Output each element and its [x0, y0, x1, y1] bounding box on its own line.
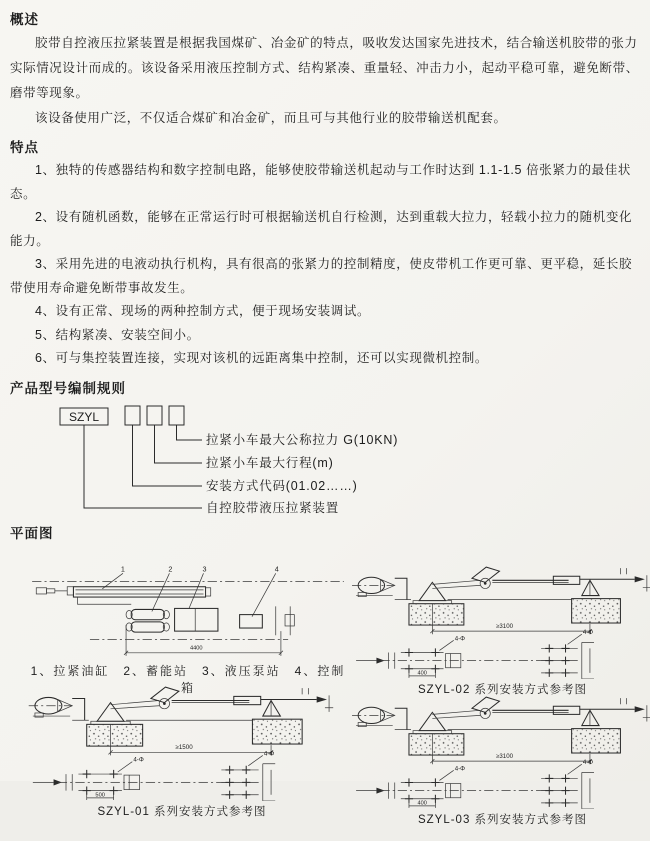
tension-cable: [432, 580, 480, 588]
szyl03-main-dim: ≥3100: [496, 752, 513, 760]
model-label-device-name: 自控胶带液压拉紧装置: [206, 500, 340, 515]
callout-1: 1: [120, 563, 125, 573]
szyl02-main-dim: ≥3100: [496, 622, 513, 630]
szyl01-caption: SZYL-01 系列安装方式参考图: [97, 805, 267, 818]
model-label-stroke: 拉紧小车最大行程(m): [206, 455, 334, 470]
bolt-plan-view: [356, 629, 594, 679]
feature-item-4: 4、设有正常、现场的两种控制方式，便于现场安装调试。: [35, 304, 371, 318]
bolt-plan-view: [33, 750, 275, 801]
tension-rod: [172, 696, 261, 704]
accumulator-station: [126, 609, 169, 632]
tension-cable: [432, 710, 480, 718]
right-boundary: [276, 606, 295, 635]
szyl03-caption: SZYL-03 系列安装方式参考图: [417, 813, 588, 826]
szyl01-bolt-dim: 500: [95, 791, 105, 798]
foundation-block-right: [572, 598, 621, 622]
szyl01-hole-note-left: 4-Φ: [133, 756, 144, 764]
tension-cylinder: [36, 586, 210, 596]
feature-item-6: 6、可与集控装置连接，实现对该机的远距离集中控制，还可以实现微机控制。: [35, 351, 488, 365]
layout-dimension: [124, 624, 283, 655]
pump-station: [175, 608, 218, 631]
model-prefix-label: SZYL: [68, 409, 100, 424]
szyl01-main-dim: ≥1500: [175, 743, 193, 751]
bolt-plan-view: [356, 759, 594, 809]
szyl01-hole-note-right: 4-Φ: [263, 749, 275, 757]
model-label-pull-force: 拉紧小车最大公称拉力 G(10KN): [206, 432, 399, 447]
model-code-diagram: [10, 400, 640, 518]
layout-plan-diagram: [28, 563, 348, 696]
bolt-crosses-right: [541, 759, 594, 809]
control-box: [240, 614, 263, 627]
szyl02-hole-note-left: 4-Φ: [454, 634, 465, 642]
tension-rod: [492, 706, 579, 714]
right-support: [580, 568, 650, 595]
layout-plan-caption: 1、拉紧油缸 2、蓄能站 3、液压泵站 4、控制箱: [30, 663, 346, 695]
overview-heading: 概述: [10, 12, 39, 27]
model-code-heading: 产品型号编制规则: [10, 380, 126, 396]
foundation-block-left: [87, 724, 143, 746]
feature-item-5: 5、结构紧凑、安装空间小。: [35, 327, 200, 342]
model-digit-boxes: [125, 406, 184, 425]
model-leader-lines: [84, 425, 202, 508]
overview-paragraph-2: 该设备使用广泛，不仅适合煤矿和冶金矿，而且可与其他行业的胶带输送机配套。: [35, 111, 507, 125]
bolt-crosses-right: [221, 750, 275, 801]
support-triangle: [91, 702, 130, 724]
callout-4: 4: [274, 563, 279, 573]
callout-leaders: [102, 573, 275, 616]
tail-pulley: [352, 707, 395, 726]
model-prefix-box: [60, 408, 108, 425]
hydraulic-pipe: [78, 597, 132, 604]
bolt-dim-left: [409, 800, 435, 808]
model-label-install-code: 安装方式代码(01.02……): [206, 478, 358, 493]
bolt-dim-left: [409, 670, 435, 678]
right-support: [261, 688, 334, 716]
right-support: [580, 698, 650, 725]
szyl02-hole-note-right: 4-Φ: [582, 628, 594, 636]
szyl02-bolt-dim: 400: [417, 669, 427, 676]
model-code-tree-svg: [10, 400, 640, 518]
overview-paragraph-1: 胶带自控液压拉紧装置是根据我国煤矿、冶金矿的特点，吸收发达国家先进技术，结合输送机胶带的张力实际情况设计而成的。该设备采用液压控制方式、结构紧凑、重量轻、冲击力小，起动平稳可靠，避免断带、磨带等现象。: [10, 36, 639, 100]
layout-dimension-text: 4400: [189, 645, 203, 652]
feature-item-3: 3、采用先进的电液动执行机构，具有很高的张紧力的控制精度，使皮带机工作更可靠、更平稳，延长胶带使用寿命避免断带事故发生。: [10, 257, 633, 295]
tension-carriage: [151, 687, 179, 709]
layout-plan-svg: [28, 563, 348, 659]
bolt-dim-left: [87, 792, 114, 800]
features-heading: 特点: [10, 140, 39, 155]
szyl03-svg: [350, 695, 650, 809]
szyl03-hole-note-right: 4-Φ: [582, 758, 594, 766]
szyl01-diagram: [22, 685, 342, 819]
foundation-block-left: [409, 603, 464, 624]
szyl02-diagram: [350, 565, 650, 697]
tension-cable: [111, 700, 160, 708]
support-triangle: [413, 712, 452, 733]
foundation-block-right: [572, 728, 621, 752]
callout-2: 2: [168, 563, 173, 573]
tension-carriage: [472, 567, 499, 588]
szyl01-svg: [22, 685, 342, 801]
plan-view-heading: 平面图: [10, 525, 54, 541]
callout-3: 3: [202, 563, 207, 573]
szyl03-hole-note-left: 4-Φ: [454, 764, 465, 772]
feature-item-1: 1、独特的传感器结构和数字控制电路，能够使胶带输送机起动与工作时达到 1.1-1.5 倍张紧力的最佳状态。: [10, 163, 631, 201]
foundation-block-right: [252, 719, 302, 744]
support-triangle: [413, 582, 452, 603]
szyl02-caption: SZYL-02 系列安装方式参考图: [417, 683, 588, 696]
bolt-crosses-right: [541, 629, 594, 679]
foundation-block-left: [409, 733, 464, 754]
feature-item-2: 2、设有随机函数，能够在正常运行时可根据输送机自行检测，达到重载大拉力，轻载小拉力的随机变化能力。: [10, 210, 633, 248]
szyl03-bolt-dim: 400: [417, 799, 427, 806]
tension-rod: [492, 576, 579, 584]
diagrams-area: [10, 545, 640, 841]
szyl03-diagram: [350, 695, 650, 827]
tail-pulley: [352, 577, 395, 596]
tension-carriage: [472, 697, 499, 718]
tail-pulley: [29, 697, 73, 717]
szyl02-svg: [350, 565, 650, 679]
